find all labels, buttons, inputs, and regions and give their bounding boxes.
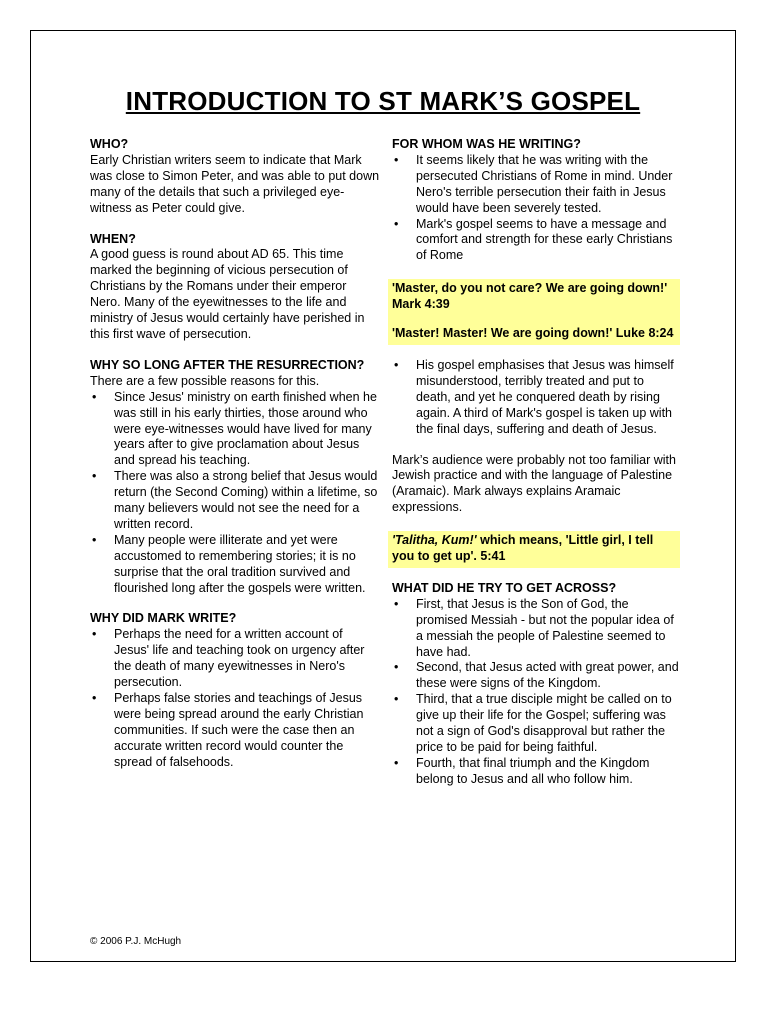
list-item: • Second, that Jesus acted with great power, and these were signs of the Kingdom. (392, 660, 682, 692)
quote-italic: 'Talitha, Kum!' (392, 533, 477, 548)
list-item: • Since Jesus' ministry on earth finished when he was still in his early thirties, those around who were eye-witnesses would have lived for many years after to give proclamation about Jesus and spread his teaching. (90, 390, 380, 470)
why-write-heading: WHY DID MARK WRITE? (90, 611, 237, 626)
left-column (90, 137, 380, 771)
list-item: • There was also a strong belief that Jesus would return (the Second Coming) within a lifetime, so many believers would not see the need for a written record. (90, 469, 380, 533)
who-text: Early Christian writers seem to indicate that Mark was close to Simon Peter, and was able to put down many of the details that such a privileged eye-witness as Peter could give. (90, 152, 380, 215)
right-column (392, 137, 682, 788)
list-item: • It seems likely that he was writing with the persecuted Christians of Rome in mind. Under Nero's terrible persecution their faith in Jesus would have been severely tested. (392, 153, 682, 217)
highlighted-quote-luke: 'Master! Master! We are going down!' Luke 8:24 (388, 316, 680, 345)
who-heading: WHO? (90, 137, 129, 151)
audience-text: Mark’s audience were probably not too familiar with Jewish practice and with the language of Palestine (Aramaic). Mark always explains Aramaic expressions. (392, 452, 676, 515)
highlighted-quote-mark: 'Master, do you not care? We are going down!' Mark 4:39 (388, 279, 680, 316)
list-item: • Mark's gospel seems to have a message and comfort and strength for these early Christians of Rome (392, 217, 682, 265)
list-item: • First, that Jesus is the Son of God, the promised Messiah - but not the popular idea of a messiah the people of Palestine seemed to have had. (392, 597, 682, 661)
page-title: INTRODUCTION TO ST MARK’S GOSPEL (125, 86, 641, 116)
get-across-list (392, 597, 682, 788)
why-write-list (90, 627, 380, 770)
for-whom-heading: FOR WHOM WAS HE WRITING? (392, 137, 581, 151)
when-heading: WHEN? (90, 231, 136, 246)
list-item: • Many people were illiterate and yet were accustomed to remembering stories; it is no surprise that the oral tradition survived and flourished long after the gospels were written. (90, 533, 380, 597)
list-item: • Perhaps false stories and teachings of Jesus were being spread around the early Christian communities. If such were the case then an accurate written record would counter the spread of falsehoods. (90, 691, 380, 771)
list-item: • Perhaps the need for a written account of Jesus' life and teaching took on urgency after the death of many eyewitnesses in Nero's persecution. (90, 627, 380, 691)
highlighted-quote-talitha (388, 531, 680, 568)
get-across-heading: WHAT DID HE TRY TO GET ACROSS? (392, 580, 617, 595)
list-item: • Fourth, that final triumph and the Kingdom belong to Jesus and all who follow him. (392, 756, 682, 788)
quote-rest: which means, 'Little girl, I tell you to get up'. 5:41 (392, 533, 654, 564)
why-so-long-intro: There are a few possible reasons for this. (90, 373, 320, 388)
list-item: • Third, that a true disciple might be called on to give up their life for the Gospel; suffering was not a sign of God's disapproval but rather the price to be paid for being faithful. (392, 692, 682, 756)
when-text: A good guess is round about AD 65. This time marked the beginning of vicious persecution of Christians by the Romans under their emperor Nero. Many of the eyewitnesses to the life and ministry of Jesus would certainly have perished in this first wave of persecution. (90, 247, 365, 341)
for-whom-list (392, 153, 682, 264)
list-item: • His gospel emphasises that Jesus was himself misunderstood, terribly treated and put to death, and yet he conquered death by rising again. A third of Mark's gospel is taken up with the final days, suffering and death of Jesus. (392, 358, 682, 438)
gospel-emphasis-list (392, 358, 682, 438)
copyright-footer: © 2006 P.J. McHugh (90, 936, 182, 947)
why-so-long-heading: WHY SO LONG AFTER THE RESURRECTION? (90, 357, 365, 372)
why-so-long-list (90, 390, 380, 597)
